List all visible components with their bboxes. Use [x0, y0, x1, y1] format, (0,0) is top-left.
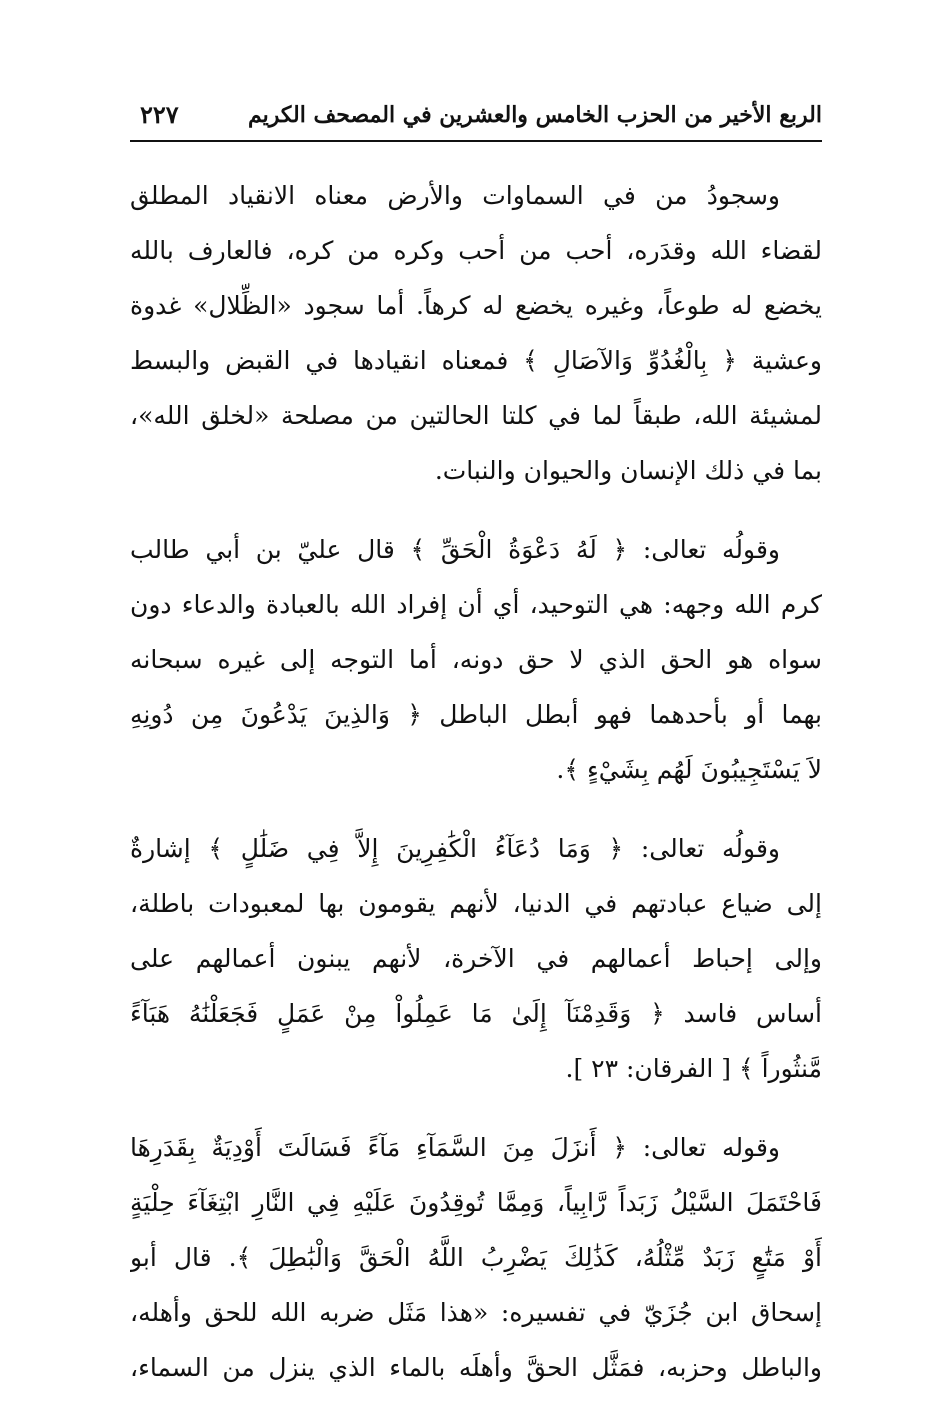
text-line: لمشيئة الله، طبقاً لما في كلتا الحالتين من مصلحة «لخلق الله»، — [130, 401, 822, 430]
text-line: إلى ضياع عبادتهم في الدنيا، لأنهم يقومون بها لمعبودات باطلة، — [130, 889, 822, 918]
text-line: وسجودُ من في السماوات والأرض معناه الانقياد المطلق — [130, 181, 780, 210]
paragraph-1 — [130, 168, 822, 498]
body-text — [130, 168, 822, 1395]
page-number: ٢٢٧ — [140, 100, 179, 129]
text-line: سواه هو الحق الذي لا حق دونه، أما التوجه إلى غيره سبحانه — [130, 645, 822, 674]
text-line: وقوله تعالى: ﴿ أَنزَلَ مِنَ السَّمَآءِ مَآءً فَسَالَتَ أَوْدِيَةٌ بِقَدَرِهَا — [130, 1133, 780, 1162]
text-line: والباطل وحزبه، فمَثَّل الحقَّ وأهلَه بالماء الذي ينزل من السماء، — [130, 1353, 822, 1382]
paragraph-3 — [130, 821, 822, 1096]
header-divider — [130, 140, 822, 142]
text-line: يخضع له طوعاً، وغيره يخضع له كرهاً. أما سجود «الظِّلال» غدوة — [130, 291, 822, 320]
text-line: فَاحْتَمَلَ السَّيْلُ زَبَداً رَّابِياً، وَمِمَّا تُوقِدُونَ عَلَيْهِ فِي النَّارِ ابْتِغَآءَ حِلْيَةٍ — [130, 1188, 822, 1217]
text-line: أساس فاسد ﴿ وَقَدِمْنَآ إِلَىٰ مَا عَمِلُواْ مِنْ عَمَلٍ فَجَعَلْنَٰهُ هَبَآءً — [130, 999, 822, 1028]
paragraph-4 — [130, 1120, 822, 1395]
text-line: بما في ذلك الإنسان والحيوان والنبات. — [434, 456, 822, 485]
text-line: وعشية ﴿ بِالْغُدُوِّ وَالآصَالِ ﴾ فمعناه انقيادها في القبض والبسط — [130, 346, 822, 375]
running-title: الربع الأخير من الحزب الخامس والعشرين في المصحف الكريم — [247, 102, 822, 128]
text-line: أَوْ مَتَٰعٍ زَبَدٌ مِّثْلُهُ، كَذَٰلِكَ يَضْرِبُ اللَّهُ الْحَقَّ وَالْبَٰطِلَ ﴾. قال أبو — [130, 1243, 822, 1272]
text-line: لاَ يَسْتَجِيبُونَ لَهُم بِشَيْءٍ ﴾. — [556, 755, 822, 784]
text-line: إسحاق ابن جُزَيّ في تفسيره: «هذا مَثَل ضربه الله للحق وأهله، — [130, 1298, 822, 1327]
text-line: وإلى إحباط أعمالهم في الآخرة، لأنهم يبنون أعمالهم على — [130, 944, 822, 973]
text-line: كرم الله وجهه: هي التوحيد، أي أن إفراد الله بالعبادة والدعاء دون — [130, 590, 822, 619]
text-line: وقولُه تعالى: ﴿ لَهُ دَعْوَةُ الْحَقِّ ﴾ قال عليّ بن أبي طالب — [130, 535, 780, 564]
text-line: لقضاء الله وقدَره، أحب من أحب وكره من كره، فالعارف بالله — [130, 236, 822, 265]
text-line: بهما أو بأحدهما فهو أبطل الباطل ﴿ وَالذِينَ يَدْعُونَ مِن دُونِهِ — [130, 700, 822, 729]
paragraph-2 — [130, 522, 822, 797]
text-line: مَّنثُوراً ﴾ [ الفرقان: ٢٣ ]. — [565, 1054, 822, 1083]
text-line: وقولُه تعالى: ﴿ وَمَا دُعَآءُ الْكَٰفِرِينَ إِلاَّ فِي ضَلَٰلٍ ﴾ إشارةٌ — [130, 834, 780, 863]
page-header — [130, 92, 822, 138]
